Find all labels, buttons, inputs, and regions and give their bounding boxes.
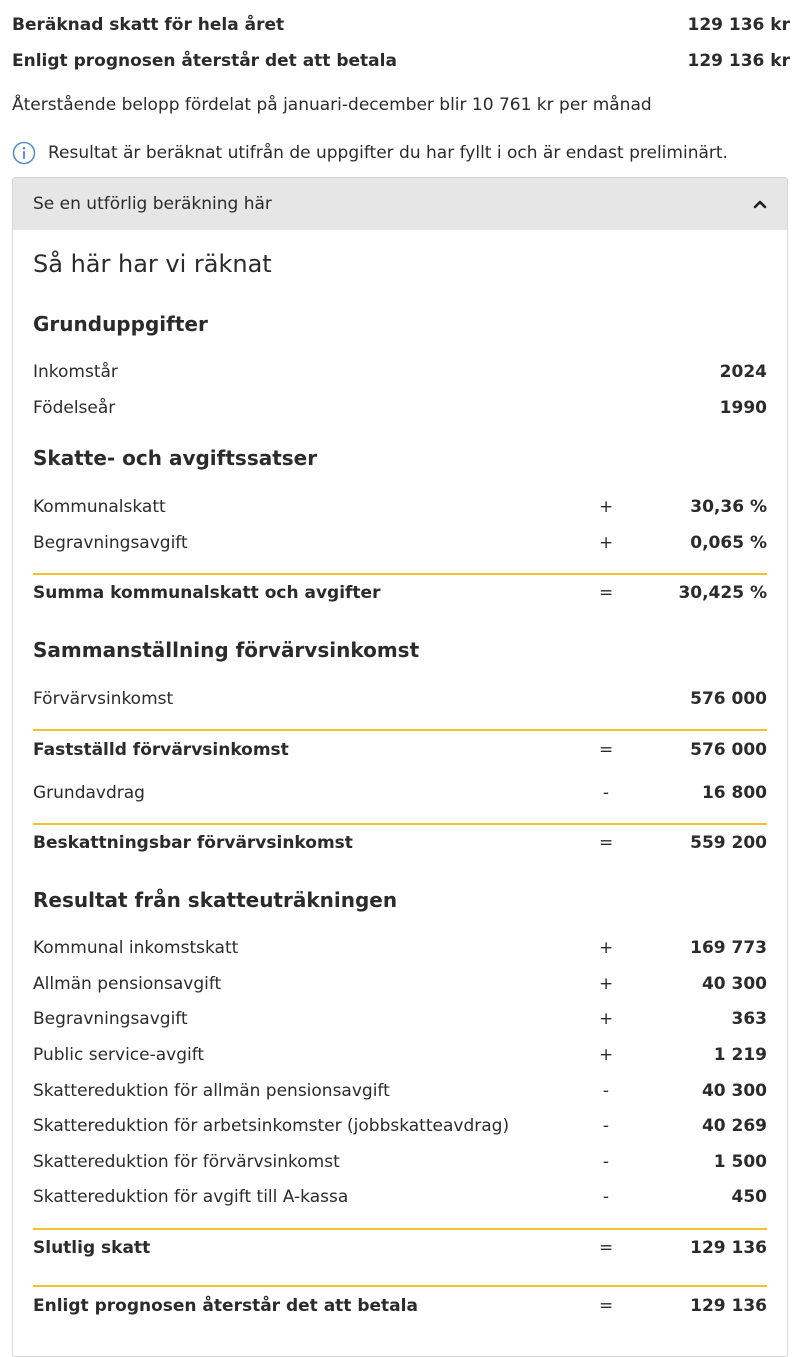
row-value: 363	[731, 1009, 767, 1029]
row-operator: -	[602, 783, 610, 803]
heading-rates: Skatte- och avgiftssatser	[33, 446, 318, 470]
row-value: 30,425 %	[678, 583, 767, 603]
row-value: 576 000	[690, 740, 767, 760]
separator-line	[33, 1228, 767, 1230]
row-value: 2024	[719, 362, 767, 382]
row-established-income	[33, 740, 767, 764]
row-income-year	[33, 362, 767, 386]
row-label: Slutlig skatt	[33, 1238, 151, 1258]
row-operator: +	[599, 938, 614, 958]
info-text: Resultat är beräknat utifrån de uppgifter du har fyllt i och är endast preliminärt.	[48, 143, 728, 163]
row-value: 1990	[719, 398, 767, 418]
row-value: 30,36 %	[690, 497, 767, 517]
separator-line	[33, 1285, 767, 1287]
row-operator: +	[599, 533, 614, 553]
row-label: Beskattningsbar förvärvsinkomst	[33, 833, 353, 853]
row-operator: =	[599, 583, 614, 603]
calculation-title: Så här har vi räknat	[33, 250, 272, 278]
row-value: 16 800	[701, 783, 767, 803]
row-operator: -	[602, 1081, 610, 1101]
row-label: Födelseår	[33, 398, 116, 418]
row-label: Begravningsavgift	[33, 533, 188, 553]
row-final-tax	[33, 1238, 767, 1262]
separator-line	[33, 573, 767, 575]
row-value: 40 269	[701, 1116, 767, 1136]
row-reduction-work-income	[33, 1116, 767, 1140]
row-label: Allmän pensionsavgift	[33, 974, 222, 994]
row-value: 1 500	[713, 1152, 767, 1172]
row-label: Skattereduktion för arbetsinkomster (jobbskatteavdrag)	[33, 1116, 510, 1136]
row-operator: +	[599, 1045, 614, 1065]
row-label: Förvärvsinkomst	[33, 689, 174, 709]
row-burial-fee	[33, 1009, 767, 1033]
row-basic-deduction	[33, 783, 767, 807]
accordion-header-label: Se en utförlig beräkning här	[33, 194, 272, 214]
row-municipal-income-tax	[33, 938, 767, 962]
row-label: Grundavdrag	[33, 783, 145, 803]
row-municipal-tax-rate	[33, 497, 767, 521]
row-earned-income	[33, 689, 767, 713]
row-value: 40 300	[701, 974, 767, 994]
row-taxable-income	[33, 833, 767, 857]
estimated-tax-value: 129 136 kr	[687, 15, 790, 35]
row-public-service-fee	[33, 1045, 767, 1069]
row-label: Skattereduktion för avgift till A-kassa	[33, 1187, 349, 1207]
row-value: 129 136	[690, 1238, 767, 1258]
row-operator: =	[599, 740, 614, 760]
row-operator: +	[599, 974, 614, 994]
row-birth-year	[33, 398, 767, 422]
row-value: 559 200	[690, 833, 767, 853]
remaining-to-pay-label: Enligt prognosen återstår det att betala	[12, 51, 397, 71]
heading-income-summary: Sammanställning förvärvsinkomst	[33, 638, 420, 662]
row-pension-fee	[33, 974, 767, 998]
row-operator: -	[602, 1187, 610, 1207]
heading-basic-info: Grunduppgifter	[33, 312, 208, 336]
row-label: Skattereduktion för allmän pensionsavgift	[33, 1081, 390, 1101]
row-reduction-a-kassa	[33, 1187, 767, 1211]
row-operator: +	[599, 1009, 614, 1029]
accordion-toggle[interactable]	[13, 178, 787, 230]
row-operator: =	[599, 1296, 614, 1316]
estimated-tax-label: Beräknad skatt för hela året	[12, 15, 285, 35]
row-label: Begravningsavgift	[33, 1009, 188, 1029]
row-label: Public service-avgift	[33, 1045, 205, 1065]
info-notice	[12, 141, 728, 165]
row-operator: -	[602, 1152, 610, 1172]
estimated-tax-row	[12, 15, 790, 35]
calculation-accordion	[12, 177, 788, 1357]
row-burial-fee-rate	[33, 533, 767, 557]
row-label: Skattereduktion för förvärvsinkomst	[33, 1152, 340, 1172]
chevron-up-icon[interactable]	[753, 199, 767, 209]
row-operator: =	[599, 1238, 614, 1258]
row-value: 40 300	[701, 1081, 767, 1101]
row-value: 0,065 %	[690, 533, 767, 553]
row-label: Summa kommunalskatt och avgifter	[33, 583, 381, 603]
row-remaining-to-pay	[33, 1296, 767, 1320]
row-value: 169 773	[690, 938, 767, 958]
row-operator: -	[602, 1116, 610, 1136]
separator-line	[33, 823, 767, 825]
row-label: Kommunalskatt	[33, 497, 166, 517]
row-value: 450	[731, 1187, 767, 1207]
separator-line	[33, 729, 767, 731]
row-label: Kommunal inkomstskatt	[33, 938, 239, 958]
row-operator: +	[599, 497, 614, 517]
heading-tax-result: Resultat från skatteuträkningen	[33, 888, 398, 912]
remaining-to-pay-value: 129 136 kr	[687, 51, 790, 71]
row-value: 1 219	[713, 1045, 767, 1065]
row-reduction-pension	[33, 1081, 767, 1105]
row-reduction-earned-income	[33, 1152, 767, 1176]
row-label: Fastställd förvärvsinkomst	[33, 740, 289, 760]
remaining-to-pay-row	[12, 51, 790, 71]
row-label: Enligt prognosen återstår det att betala	[33, 1296, 418, 1316]
info-icon	[12, 141, 36, 165]
row-total-rate	[33, 583, 767, 607]
row-value: 576 000	[690, 689, 767, 709]
row-operator: =	[599, 833, 614, 853]
per-month-text: Återstående belopp fördelat på januari-december blir 10 761 kr per månad	[12, 95, 652, 115]
row-value: 129 136	[690, 1296, 767, 1316]
row-label: Inkomstår	[33, 362, 118, 382]
